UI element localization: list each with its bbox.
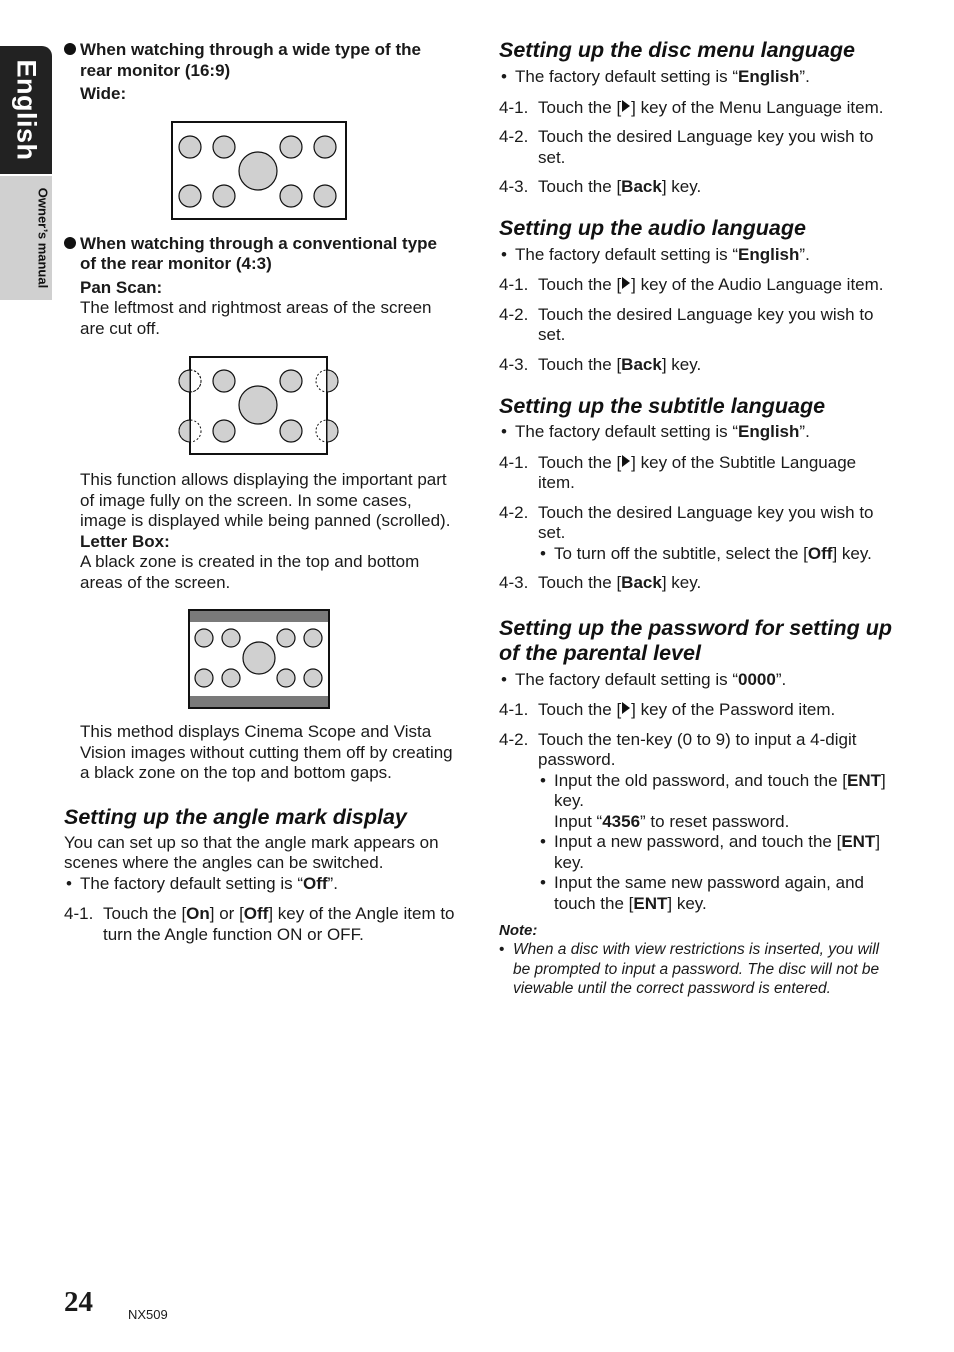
bullet-icon [64, 237, 76, 249]
disc-step-1: 4-1. Touch the [ ] key of the Menu Language item. [499, 97, 884, 117]
note-text: • When a disc with view restrictions is inserted, you will be prompted to input a password. The disc will not be viewable until the correct password is entered. [499, 940, 894, 999]
password-confirm-tip: • Input the same new password again, and touch the [ENT] key. [499, 873, 894, 914]
disc-default: • The factory default setting is “English”. [499, 67, 894, 88]
note-label: Note: [499, 922, 538, 939]
audio-default: • The factory default setting is “English”. [499, 245, 894, 266]
manual-tab-label: Owner’s manual [35, 187, 51, 289]
password-heading: Setting up the password for setting up of the parental level [499, 615, 892, 665]
wide-heading: When watching through a wide type of the rear monitor (16:9) [64, 40, 456, 81]
password-default: • The factory default setting is “0000”. [499, 670, 894, 691]
letter-box-description: This method displays Cinema Scope and Vista Vision images without cutting them off by creating a black zone on the top and bottom gaps. [80, 722, 453, 782]
letter-box-text: A black zone is created in the top and bottom areas of the screen. [80, 552, 420, 592]
page-number: 24 [64, 1286, 93, 1318]
wide-label: Wide: [80, 84, 127, 103]
audio-step-3: 4-3. Touch the [Back] key. [499, 354, 702, 374]
subtitle-step-2: 4-2. Touch the desired Language key you wish to set. [499, 502, 874, 542]
password-step-2: 4-2. Touch the ten-key (0 to 9) to input a 4-digit password. [499, 729, 857, 769]
language-tab-label: English [11, 59, 42, 161]
angle-step-1: 4-1. Touch the [On] or [Off] key of the Angle item to turn the Angle function ON or OFF. [64, 904, 455, 944]
angle-intro: You can set up so that the angle mark appears on scenes where the angles can be switched. [64, 832, 439, 872]
right-column [499, 38, 894, 999]
subtitle-step-1: 4-1. Touch the [ ] key of the Subtitle Language item. [499, 452, 857, 492]
wide-screen-figure [171, 121, 456, 220]
audio-step-2: 4-2. Touch the desired Language key you wish to set. [499, 304, 874, 344]
letter-box-figure [188, 609, 456, 709]
left-column [64, 38, 456, 945]
disc-menu-heading: Setting up the disc menu language [499, 38, 855, 62]
disc-step-3: 4-3. Touch the [Back] key. [499, 177, 702, 196]
bullet-icon [64, 43, 76, 55]
angle-default: • The factory default setting is “Off”. [64, 874, 456, 895]
pan-scan-figure [178, 356, 456, 456]
password-reset-tip: Input “4356” to reset password. [554, 811, 790, 831]
manual-tab [0, 176, 52, 300]
subtitle-off-tip: • To turn off the subtitle, select the [Off] key. [499, 544, 894, 565]
model-name: NX509 [128, 1307, 168, 1322]
audio-step-1: 4-1. Touch the [ ] key of the Audio Language item. [499, 275, 884, 294]
pan-scan-text: The leftmost and rightmost areas of the screen are cut off. [80, 298, 432, 338]
right-arrow-key-icon [622, 100, 630, 112]
angle-heading: Setting up the angle mark display [64, 804, 407, 829]
subtitle-heading: Setting up the subtitle language [499, 394, 826, 418]
right-arrow-key-icon [622, 277, 630, 289]
subtitle-step-3: 4-3. Touch the [Back] key. [499, 573, 702, 592]
language-tab [0, 46, 52, 174]
password-old-tip: • Input the old password, and touch the [ENT] key. [499, 771, 894, 812]
password-step-1: 4-1. Touch the [ ] key of the Password item. [499, 700, 836, 719]
pan-scan-description: This function allows displaying the important part of image fully on the screen. In some cases, image is displayed while being panned (scrolled). [80, 470, 451, 530]
right-arrow-key-icon [622, 455, 630, 467]
pan-scan-label: Pan Scan: [80, 277, 163, 297]
conventional-heading: When watching through a conventional type of the rear monitor (4:3) [64, 234, 456, 275]
disc-step-2: 4-2. Touch the desired Language key you wish to set. [499, 127, 874, 167]
password-new-tip: • Input a new password, and touch the [ENT] key. [499, 832, 894, 873]
right-arrow-key-icon [622, 702, 630, 714]
audio-heading: Setting up the audio language [499, 215, 806, 240]
letter-box-label: Letter Box: [80, 531, 170, 551]
subtitle-default: • The factory default setting is “English”. [499, 422, 894, 443]
